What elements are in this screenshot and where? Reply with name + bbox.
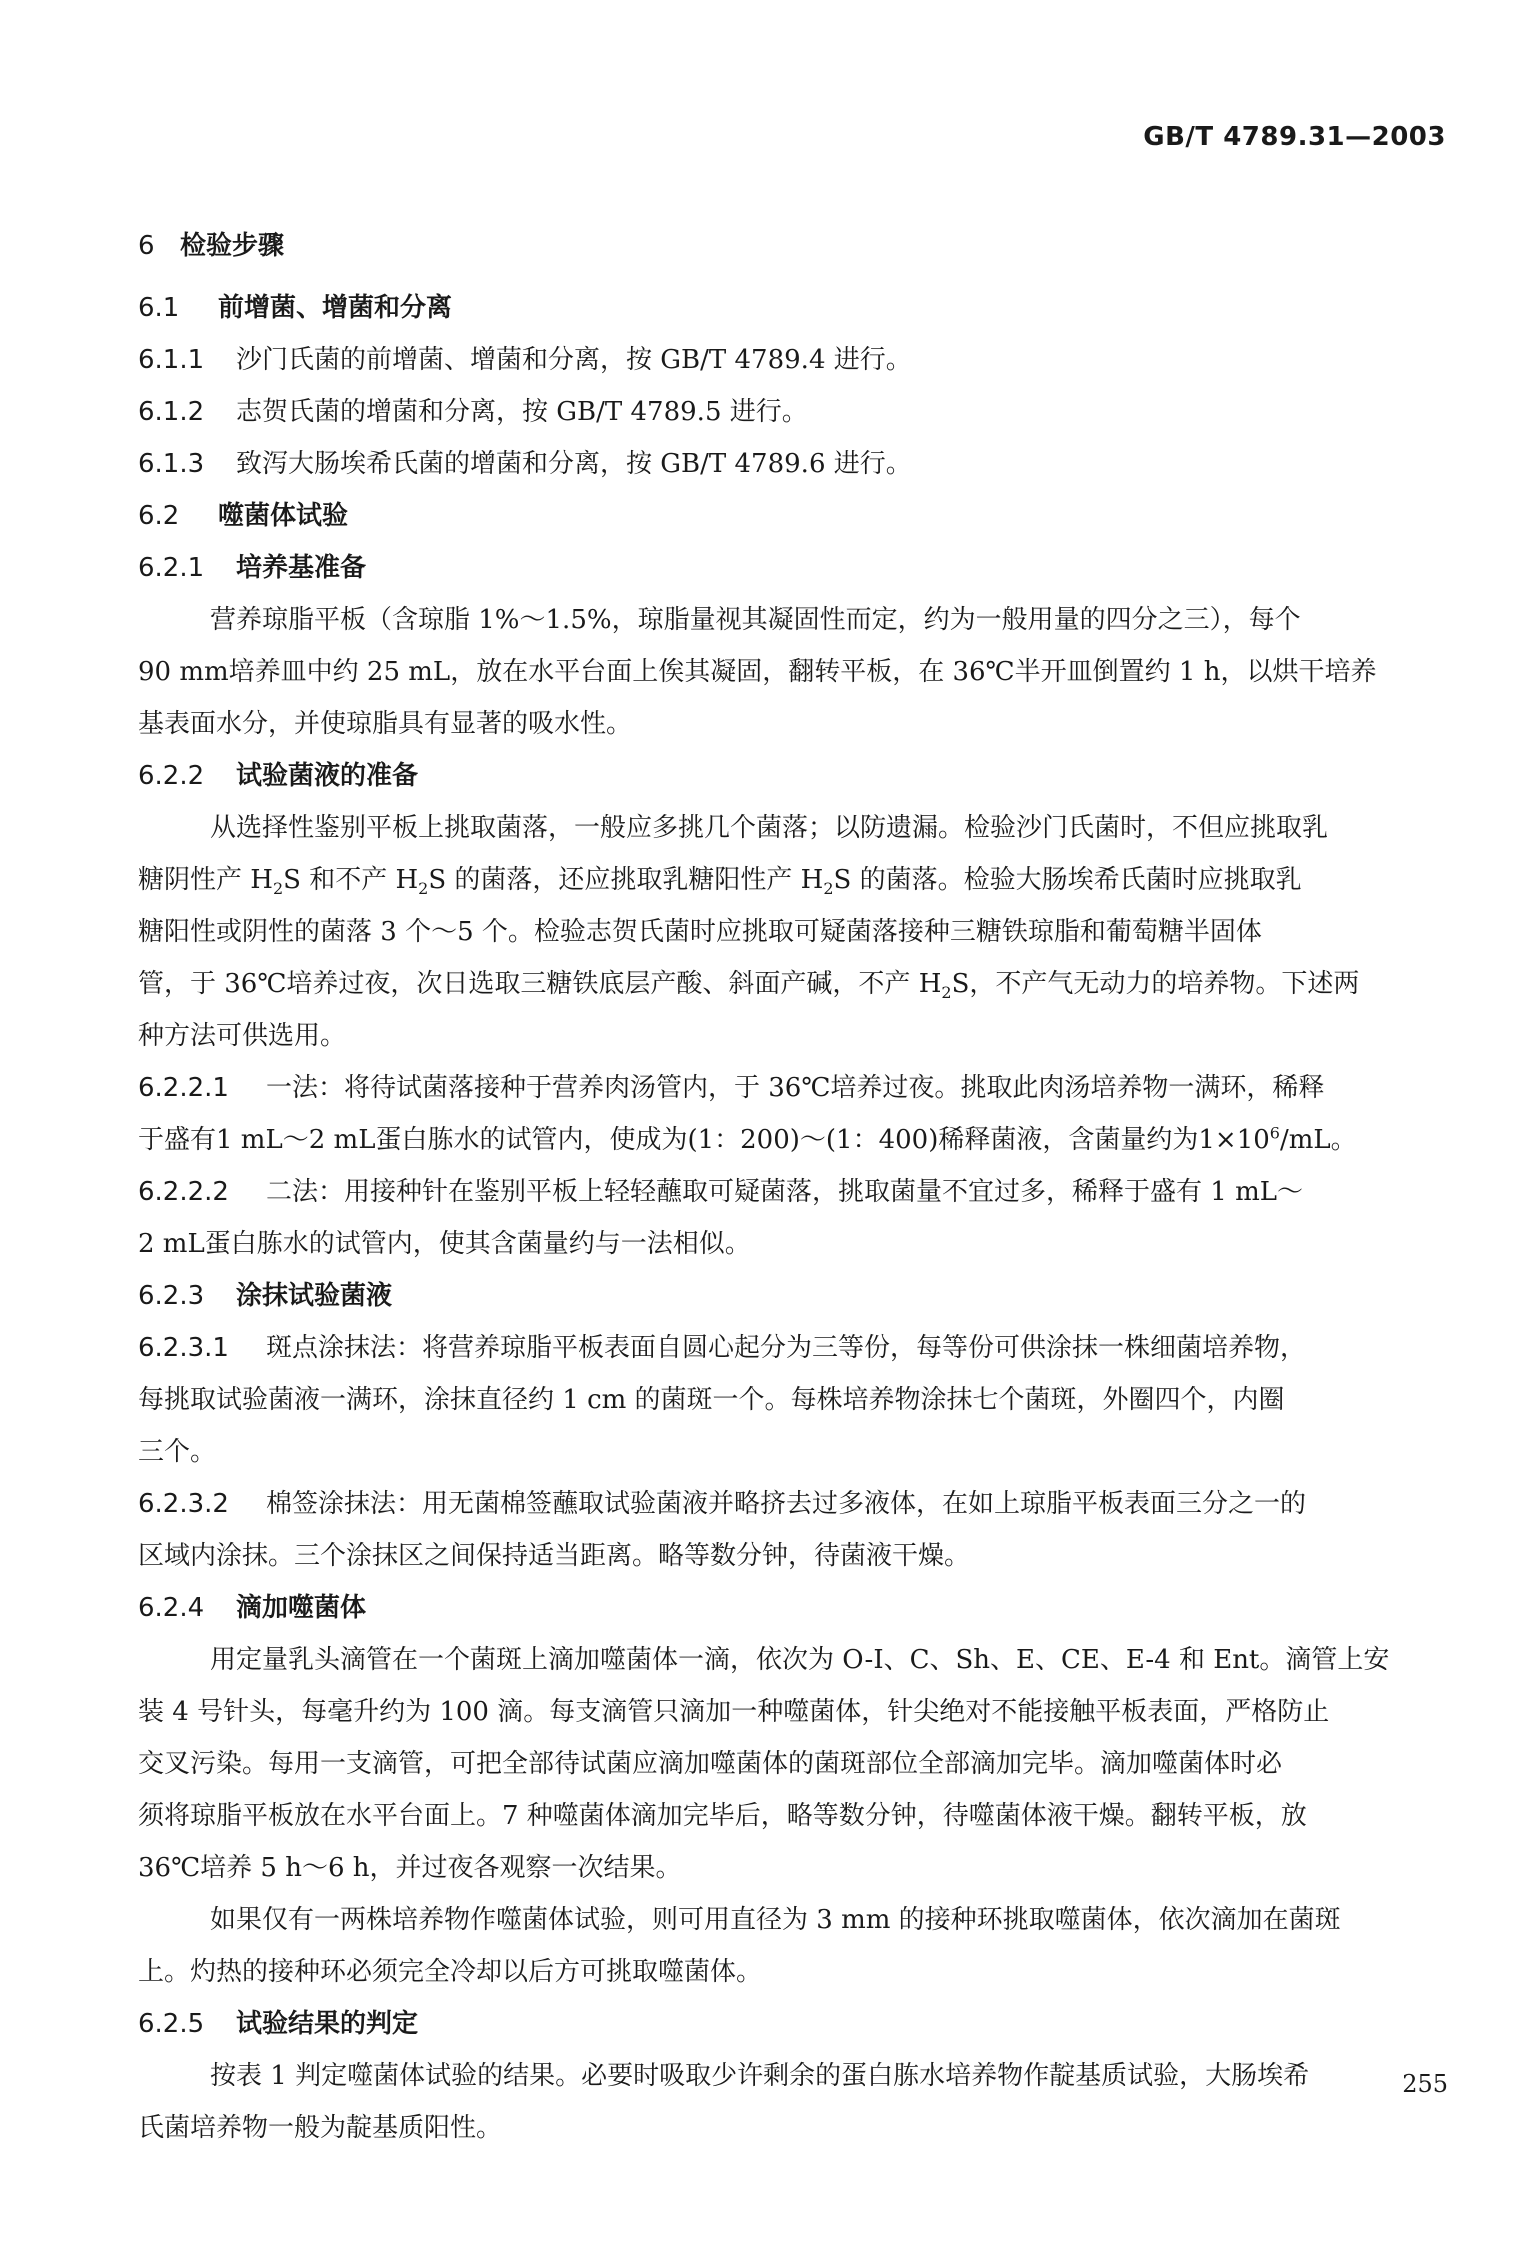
text-run: S 和不产 H (283, 865, 419, 895)
paragraph-line: 从选择性鉴别平板上挑取菌落，一般应多挑几个菌落；以防遗漏。检验沙门氏菌时，不但应挑取乳 (210, 813, 1329, 843)
clause-text: 二法：用接种针在鉴别平板上轻轻蘸取可疑菌落，挑取菌量不宜过多，稀释于盛有 1 mL～ (266, 1177, 1303, 1207)
clause-text: 斑点涂抹法：将营养琼脂平板表面自圆心起分为三等份，每等份可供涂抹一株细菌培养物， (266, 1333, 1307, 1363)
clause-6-2-2-2 (138, 1166, 1448, 1218)
clause-number: 6.1.3 (138, 449, 205, 479)
clause-6-1-3 (138, 438, 1448, 490)
paragraph-line: 区域内涂抹。三个涂抹区之间保持适当距离。略等数分钟，待菌液干燥。 (138, 1541, 971, 1571)
paragraph-line: 种方法可供选用。 (138, 1021, 347, 1051)
section-heading-6-2-3 (138, 1270, 1448, 1322)
section-heading-6-2-1 (138, 542, 1448, 594)
paragraph-line: 36℃培养 5 h～6 h，并过夜各观察一次结果。 (138, 1853, 682, 1883)
paragraph-line: 糖阳性或阴性的菌落 3 个～5 个。检验志贺氏菌时应挑取可疑菌落接种三糖铁琼脂和葡萄糖半固体 (138, 917, 1262, 947)
section-number: 6.2.4 (138, 1593, 205, 1623)
paragraph-line: 上。灼热的接种环必须完全冷却以后方可挑取噬菌体。 (138, 1957, 763, 1987)
subscript: 2 (941, 983, 952, 1003)
clause-6-1-2 (138, 386, 1448, 438)
clause-6-1-1 (138, 334, 1448, 386)
clause-number: 6.2.3.2 (138, 1489, 229, 1519)
section-title: 涂抹试验菌液 (236, 1281, 393, 1311)
paragraph-line: 2 mL蛋白胨水的试管内，使其含菌量约与一法相似。 (138, 1229, 751, 1259)
clause-6-2-3-2 (138, 1478, 1448, 1530)
section-heading-6-2 (138, 490, 1448, 542)
section-number: 6.2.1 (138, 553, 205, 583)
section-number: 6.1 (138, 293, 180, 323)
paragraph-line (138, 958, 1448, 1010)
paragraph-line: 氏菌培养物一般为靛基质阳性。 (138, 2113, 503, 2143)
clause-text: 致泻大肠埃希氏菌的增菌和分离，按 GB/T 4789.6 进行。 (236, 449, 912, 479)
section-title: 检验步骤 (180, 231, 285, 261)
section-number: 6 (138, 231, 155, 261)
clause-6-2-2-1 (138, 1062, 1448, 1114)
text-run: S 的菌落。检验大肠埃希氏菌时应挑取乳 (833, 865, 1302, 895)
section-heading-6-1 (138, 282, 1448, 334)
text-run: 于盛有1 mL～2 mL蛋白胨水的试管内，使成为(1：200)～(1：400)稀释菌液，含菌量约为1×10 (138, 1125, 1270, 1155)
paragraph-line: 三个。 (138, 1437, 217, 1467)
text-run: S 的菌落，还应挑取乳糖阳性产 H (428, 865, 824, 895)
clause-number: 6.2.2.1 (138, 1073, 229, 1103)
paragraph-line: 每挑取试验菌液一满环，涂抹直径约 1 cm 的菌斑一个。每株培养物涂抹七个菌斑，外圈四个，内圈 (138, 1385, 1285, 1415)
clause-number: 6.1.1 (138, 345, 205, 375)
paragraph-line (138, 1114, 1448, 1166)
clause-text: 棉签涂抹法：用无菌棉签蘸取试验菌液并略挤去过多液体，在如上琼脂平板表面三分之一的 (266, 1489, 1307, 1519)
paragraph-line: 如果仅有一两株培养物作噬菌体试验，则可用直径为 3 mm 的接种环挑取噬菌体，依次滴加在菌斑 (210, 1905, 1341, 1935)
paragraph-line: 装 4 号针头，每毫升约为 100 滴。每支滴管只滴加一种噬菌体，针尖绝对不能接触平板表面，严格防止 (138, 1697, 1330, 1727)
subscript: 2 (823, 879, 834, 899)
clause-6-2-3-1 (138, 1322, 1448, 1374)
section-title: 滴加噬菌体 (236, 1593, 367, 1623)
clause-text: 沙门氏菌的前增菌、增菌和分离，按 GB/T 4789.4 进行。 (236, 345, 912, 375)
section-heading-6-2-5 (138, 1998, 1448, 2050)
section-title: 前增菌、增菌和分离 (218, 293, 453, 323)
subscript: 2 (272, 879, 284, 899)
section-title: 试验菌液的准备 (236, 761, 419, 791)
clause-text: 志贺氏菌的增菌和分离，按 GB/T 4789.5 进行。 (236, 397, 808, 427)
text-run: 管，于 36℃培养过夜，次日选取三糖铁底层产酸、斜面产碱，不产 H (138, 969, 942, 999)
text-run: 糖阴性产 H (138, 865, 273, 895)
page-number: 255 (1402, 2070, 1448, 2098)
section-title: 噬菌体试验 (218, 501, 349, 531)
paragraph-line: 用定量乳头滴管在一个菌斑上滴加噬菌体一滴，依次为 O-Ⅰ、C、Sh、E、CE、E-4 和 Ent。滴管上安 (210, 1645, 1390, 1675)
text-run: S，不产气无动力的培养物。下述两 (951, 969, 1360, 999)
clause-number: 6.2.2.2 (138, 1177, 229, 1207)
section-number: 6.2.3 (138, 1281, 205, 1311)
paragraph-line: 交叉污染。每用一支滴管，可把全部待试菌应滴加噬菌体的菌斑部位全部滴加完毕。滴加噬菌体时必 (138, 1749, 1283, 1779)
text-run: /mL。 (1279, 1125, 1357, 1155)
clause-number: 6.2.3.1 (138, 1333, 229, 1363)
paragraph-line: 须将琼脂平板放在水平台面上。7 种噬菌体滴加完毕后，略等数分钟，待噬菌体液干燥。翻转平板，放 (138, 1801, 1307, 1831)
clause-text: 一法：将待试菌落接种于营养肉汤管内，于 36℃培养过夜。挑取此肉汤培养物一满环，稀释 (266, 1073, 1325, 1103)
section-title: 试验结果的判定 (236, 2009, 419, 2039)
section-number: 6.2.5 (138, 2009, 205, 2039)
subscript: 2 (418, 879, 429, 899)
section-heading-6-2-4 (138, 1582, 1448, 1634)
paragraph-line: 按表 1 判定噬菌体试验的结果。必要时吸取少许剩余的蛋白胨水培养物作靛基质试验，大肠埃希 (210, 2061, 1310, 2091)
superscript: 6 (1269, 1123, 1280, 1143)
paragraph-line (138, 854, 1448, 906)
section-heading-6 (138, 220, 1448, 272)
standard-code: GB/T 4789.31—2003 (1143, 122, 1446, 152)
paragraph-line: 基表面水分，并使琼脂具有显著的吸水性。 (138, 709, 633, 739)
section-number: 6.2 (138, 501, 180, 531)
section-number: 6.2.2 (138, 761, 205, 791)
clause-number: 6.1.2 (138, 397, 205, 427)
section-title: 培养基准备 (236, 553, 367, 583)
paragraph-line: 营养琼脂平板（含琼脂 1%～1.5%，琼脂量视其凝固性而定，约为一般用量的四分之三），每个 (210, 605, 1301, 635)
paragraph-line: 90 mm培养皿中约 25 mL，放在水平台面上俟其凝固，翻转平板，在 36℃半开皿倒置约 1 h，以烘干培养 (138, 657, 1377, 687)
section-heading-6-2-2 (138, 750, 1448, 802)
document-body (138, 220, 1448, 2154)
